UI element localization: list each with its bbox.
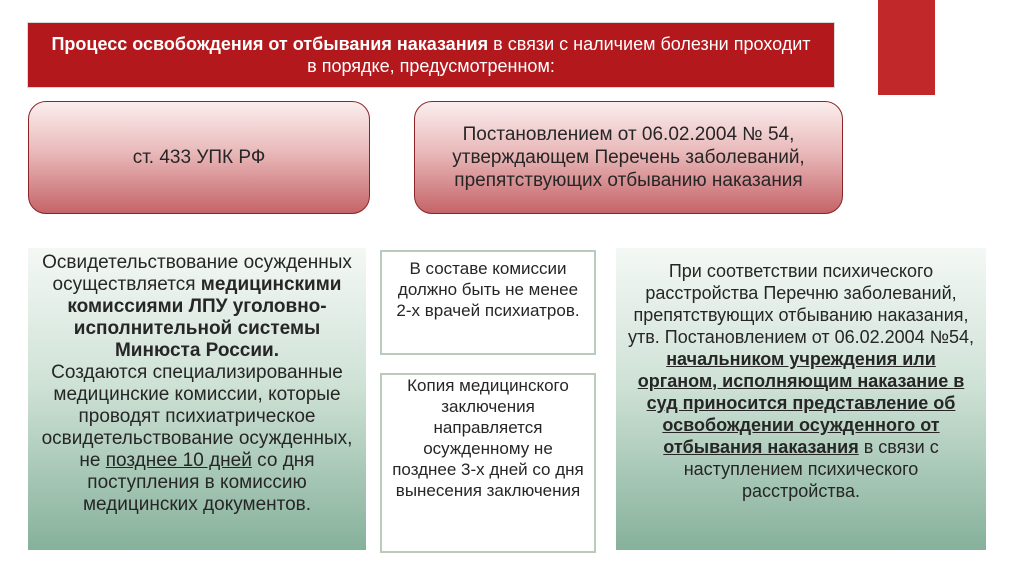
- mental-text-end: в связи с наступлением психического расстройства.: [683, 437, 939, 501]
- mental-text-bold: начальником учреждения или органом, исполняющим наказание в суд приносится представление об освобождении осужденного от отбывания наказания: [637, 349, 965, 457]
- commission-text: В составе комиссии должно быть не менее 2-х врачей психиатров.: [396, 259, 580, 320]
- examination-box: [28, 248, 366, 550]
- exam-text-1: Освидетельствование осужденных осуществляется: [42, 252, 352, 295]
- mental-text-1: При соответствии психического расстройства Перечню заболеваний, препятствующих отбыванию наказания, утв. Постановлением от 06.02.2004 №54,: [627, 261, 975, 347]
- accent-tab: [878, 0, 935, 95]
- commission-box: [380, 250, 596, 355]
- exam-text-2: Создаются специализированные медицинские комиссии, которые проводят психиатрическое освидетельствование осужденных, не: [41, 362, 353, 471]
- upk-article-text: ст. 433 УПК РФ: [132, 146, 266, 168]
- exam-text-1-end: .: [273, 340, 279, 361]
- decree-text: Постановлением от 06.02.2004 № 54, утверждающем Перечень заболеваний, препятствующих отбыванию наказания: [452, 124, 805, 191]
- exam-text-2-end: со дня поступления в комиссию медицинских документов.: [82, 450, 315, 515]
- slide-title-banner: [27, 22, 835, 88]
- exam-text-bold: медицинскими комиссиями ЛПУ уголовно-исполнительной системы Минюста России: [67, 274, 342, 361]
- decree-box: [414, 101, 843, 214]
- exam-deadline: позднее 10 дней: [105, 450, 252, 471]
- mental-disorder-box: [616, 248, 986, 550]
- title-bold: Процесс освобождения от отбывания наказания: [51, 34, 489, 54]
- copy-box: [380, 373, 596, 553]
- copy-text: Копия медицинского заключения направляется осужденному не позднее 3-х дней со дня вынесения заключения: [392, 376, 584, 500]
- title-rest: в связи с наличием болезни проходит в порядке, предусмотренном:: [307, 34, 811, 76]
- upk-article-box: [28, 101, 370, 214]
